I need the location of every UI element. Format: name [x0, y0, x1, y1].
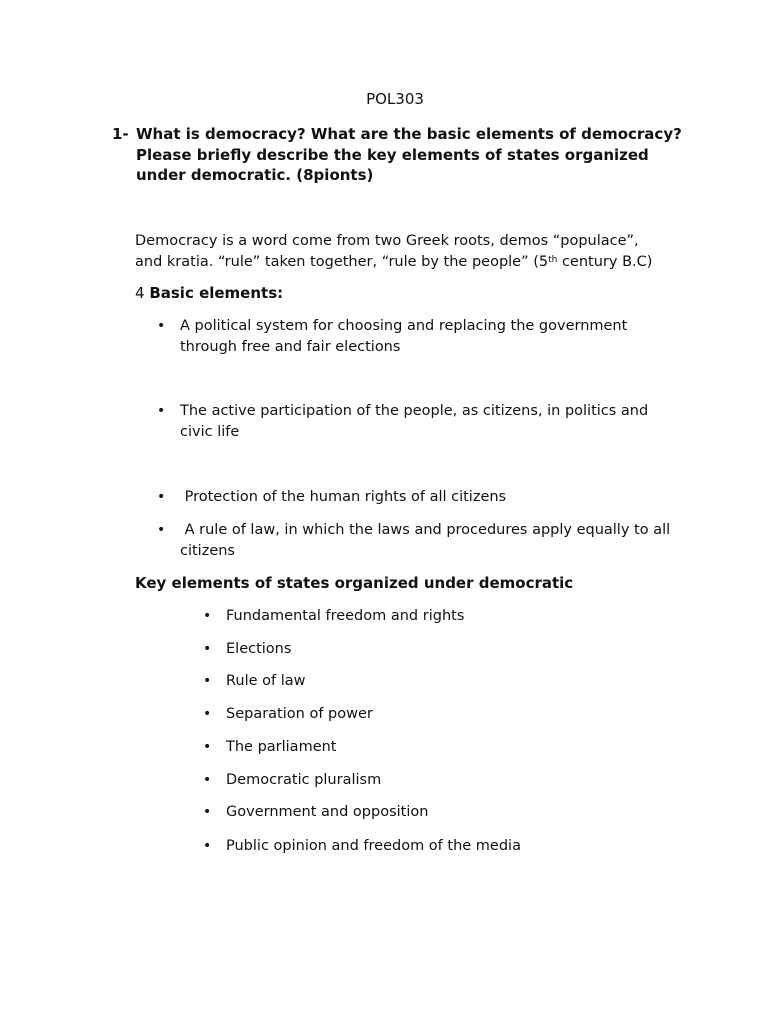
intro-line-2 — [135, 252, 715, 273]
intro-line-2-end: century B.C) — [557, 253, 653, 270]
list-item-text: A political system for choosing and replacing the government through free and fair elections — [180, 318, 628, 355]
bullet-icon: • — [157, 522, 166, 538]
bullet-icon: • — [203, 772, 212, 788]
list-item-text: The parliament — [226, 739, 337, 755]
intro-paragraph — [135, 231, 715, 272]
list-item-text: Separation of power — [226, 706, 373, 722]
bullet-icon: • — [157, 489, 166, 505]
ordinal-suffix: th — [548, 254, 558, 265]
list-item-text: Government and opposition — [226, 804, 429, 820]
bullet-icon: • — [203, 608, 212, 624]
list-item-text: Rule of law — [226, 673, 306, 689]
course-code: POL303 — [366, 90, 424, 108]
list-item-text: Elections — [226, 641, 292, 657]
list-item-text: Fundamental freedom and rights — [226, 608, 465, 624]
list-item-text: A rule of law, in which the laws and procedures apply equally to all citizens — [180, 522, 675, 559]
list-item-text: Democratic pluralism — [226, 772, 382, 788]
question-number: 1- — [112, 125, 129, 143]
basic-elements-heading — [135, 283, 283, 303]
basic-elements-count: 4 — [135, 284, 145, 302]
bullet-icon: • — [203, 641, 212, 657]
bullet-icon: • — [157, 403, 166, 419]
bullet-icon: • — [203, 804, 212, 820]
list-item-text: Public opinion and freedom of the media — [226, 838, 521, 854]
basic-elements-title: Basic elements: — [149, 284, 284, 302]
intro-line-1: Democracy is a word come from two Greek roots, demos “populace”, — [135, 233, 639, 249]
question-text: What is democracy? What are the basic elements of democracy? Please briefly describe the key elements of states organized under democratic. (8pionts) — [136, 125, 682, 184]
bullet-icon: • — [203, 706, 212, 722]
list-item-text: The active participation of the people, as citizens, in politics and civic life — [180, 403, 649, 440]
bullet-icon: • — [203, 739, 212, 755]
bullet-icon: • — [203, 838, 212, 854]
list-item-text: Protection of the human rights of all citizens — [180, 489, 507, 505]
bullet-icon: • — [157, 318, 166, 334]
key-elements-heading: Key elements of states organized under democratic — [135, 574, 574, 592]
bullet-icon: • — [203, 673, 212, 689]
intro-line-2-text: and kratia. “rule” taken together, “rule by the people” (5 — [135, 253, 549, 270]
